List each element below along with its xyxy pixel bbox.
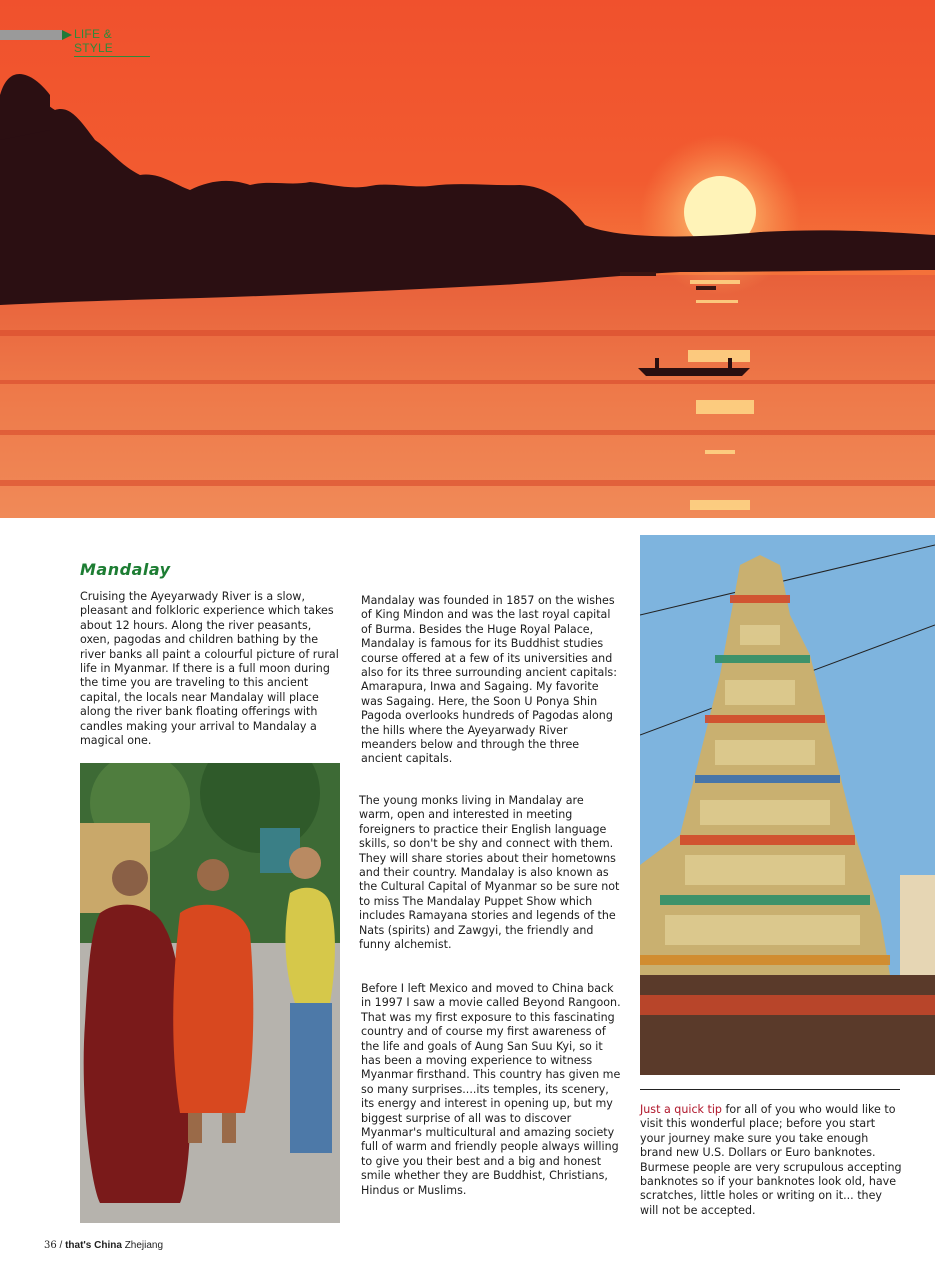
- page-footer: [44, 1240, 163, 1251]
- section-label: LIFE & STYLE: [74, 27, 150, 57]
- article-headline: Mandalay: [80, 560, 171, 579]
- quick-tip: [640, 1103, 902, 1218]
- paragraph-young-monks: The young monks living in Mandalay are warm, open and interested in meeting foreigners to practice their English language skills, so don't be shy and connect with them. They will share stories about their hometowns and their country. Mandalay is also known as the Cultural Capital of Myanmar so be sure not to miss The Mandalay Puppet Show which includes Ramayana stories and legends of the Nats (spirits) and Zawgyi, the friendly and funny alchemist.: [359, 794, 620, 952]
- magazine-brand: that's China: [65, 1240, 122, 1251]
- section-tab: [0, 27, 150, 55]
- monks-photo: [80, 763, 340, 1223]
- paragraph-mandalay-history: Mandalay was founded in 1857 on the wishes of King Mindon and was the last royal capital of Burma. Besides the Huge Royal Palace, Mandalay is famous for its Buddhist studies course offered at a few of its universities and also for its three surrounding ancient capitals: Amarapura, Inwa and Sagaing. My favorite was Sagaing. Here, the Soon U Ponya Shin Pagoda overlooks hundreds of Pagodas along the hills where the Ayeyarwady River meanders below and through the three ancient capitals.: [361, 594, 617, 766]
- paragraph-beyond-rangoon: Before I left Mexico and moved to China back in 1997 I saw a movie called Beyond Rangoon. That was my first exposure to this fascinating country and of course my first awareness of the life and goals of Aung San Suu Kyi, so it has been a moving experience to witness Myanmar firsthand. This country has given me so many surprises....its temples, its scenery, its energy and interest in opening up, but my biggest surprise of all was to discover Myanmar's multicultural and amazing society full of warm and friendly people always willing to give you their best and a big and honest smile whether they are Buddhist, Christians, Hindus or Muslims.: [361, 982, 621, 1197]
- page-number: 36: [44, 1240, 57, 1251]
- tip-divider: [640, 1089, 900, 1090]
- section-tab-arrow-icon: [62, 30, 72, 40]
- sunset-river-photo: [0, 0, 935, 518]
- tip-highlight: Just a quick tip: [640, 1103, 722, 1116]
- tip-body: for all of you who would like to visit this wonderful place; before you start your journey make sure you take enough brand new U.S. Dollars or Euro banknotes. Burmese people are very scrupulous accepting banknotes so if your banknotes look old, have scratches, little holes or writing on it... they will not be accepted.: [640, 1103, 902, 1217]
- hindu-temple-photo: [640, 535, 935, 1075]
- section-tab-bar: [0, 30, 62, 40]
- magazine-edition: Zhejiang: [124, 1240, 164, 1251]
- footer-separator: /: [59, 1240, 63, 1251]
- paragraph-river-cruise: Cruising the Ayeyarwady River is a slow, pleasant and folkloric experience which takes about 12 hours. Along the river peasants, oxen, pagodas and children bathing by the river banks all paint a colourful picture of rural life in Myanmar. If there is a full moon during the time you are traveling to this ancient capital, the locals near Mandalay will place along the river bank floating offerings with candles making your arrival to Mandalay a magical one.: [80, 590, 339, 748]
